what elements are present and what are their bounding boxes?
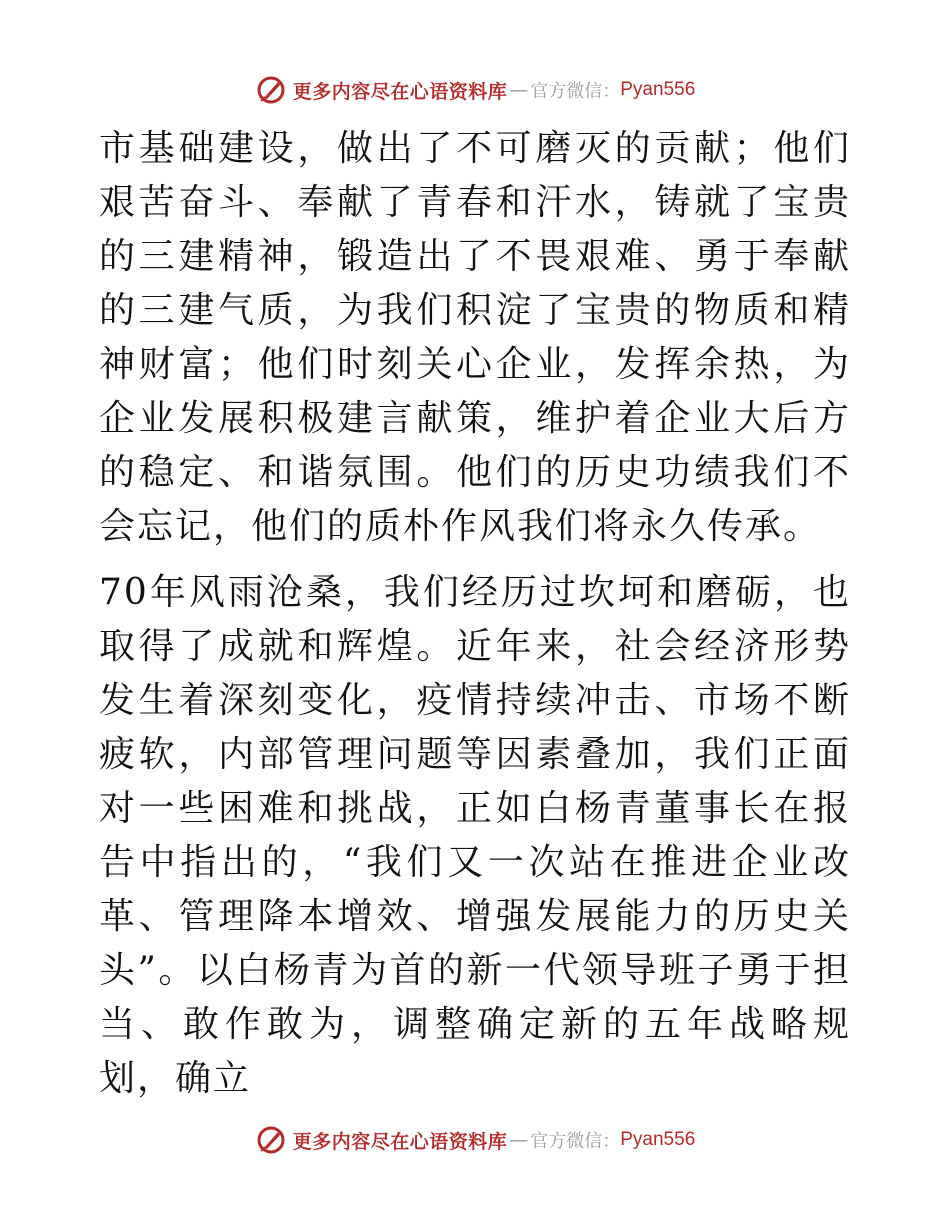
paragraph-2: 70年风雨沧桑，我们经历过坎坷和磨砺，也取得了成就和辉煌。近年来，社会经济形势发生着深刻变化，疫情持续冲击、市场不断疲软，内部管理问题等因素叠加，我们正面对一些困难和挑战，正如白杨青董事长在报告中指出的，“我们又一次站在推进企业改革、管理降本增效、增强发展能力的历史关头”。以白杨青为首的新一代领导班子勇于担当、敢作敢为，调整确定新的五年战略规划，确立 xyxy=(99,572,851,1099)
footer-banner-wechat-label: 官方微信： xyxy=(530,1131,621,1152)
header-banner xyxy=(0,70,950,110)
footer-banner-text: 更多内容尽在心语资料库 xyxy=(292,1130,508,1153)
banner-wechat-label: 官方微信： xyxy=(530,81,621,102)
footer-banner-wechat-id: Pyan556 xyxy=(620,1129,696,1150)
footer-banner-separator: — xyxy=(509,1129,529,1151)
document-body xyxy=(99,122,851,1106)
banner-separator: — xyxy=(509,79,529,101)
banner-wechat-id: Pyan556 xyxy=(620,79,696,100)
banner-text: 更多内容尽在心语资料库 xyxy=(292,80,508,103)
paragraph-1: 市基础建设，做出了不可磨灭的贡献；他们艰苦奋斗、奉献了青春和汗水，铸就了宝贵的三建精神，锻造出了不畏艰难、勇于奉献的三建气质，为我们积淀了宝贵的物质和精神财富；他们时刻关心企业，发挥余热，为企业发展积极建言献策，维护着企业大后方的稳定、和谐氛围。他们的历史功绩我们不会忘记，他们的质朴作风我们将永久传承。 xyxy=(99,128,851,547)
footer-banner xyxy=(0,1120,950,1160)
quill-logo-icon xyxy=(255,1124,287,1156)
quill-logo-icon xyxy=(255,74,287,106)
